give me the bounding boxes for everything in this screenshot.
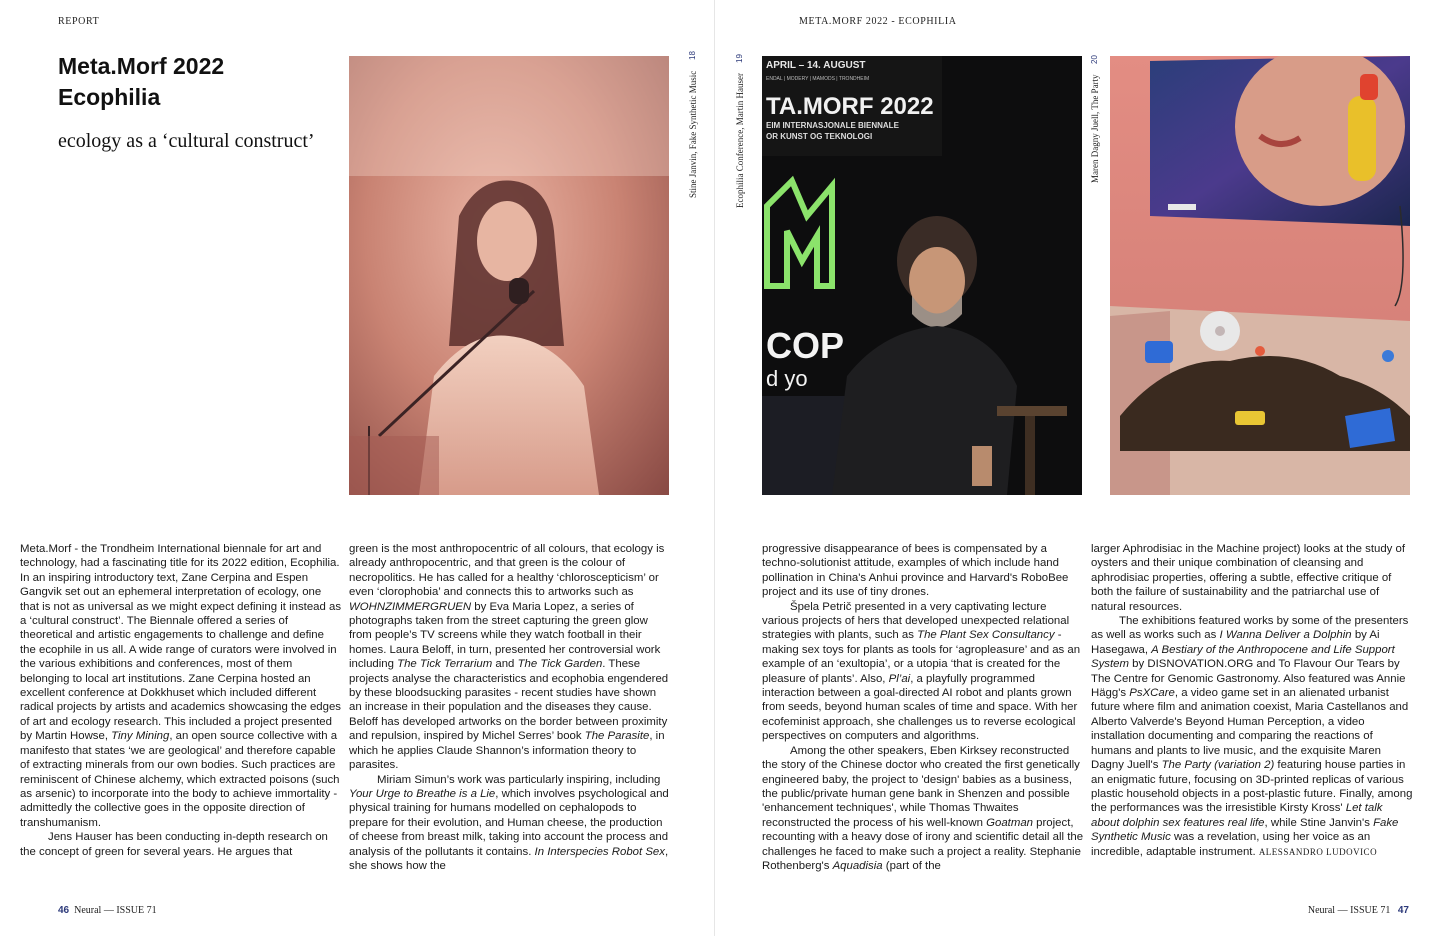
photo-stine-janvin-image (349, 56, 669, 495)
col2-text-h: , she shows how the (349, 845, 669, 872)
page-number-left: 46 (58, 905, 70, 916)
author-signature: ALESSANDRO LUDOVICO (1258, 846, 1378, 857)
col2-italic-wohnzimmergruen: WOHNZIMMERGRUEN (349, 600, 472, 613)
col4-text-a: The exhibitions featured works by some of the presenters as well as works such as (1091, 615, 1409, 642)
caption-20-number: 20 (1090, 55, 1099, 65)
running-header-right: META.MORF 2022 - ECOPHILIA (799, 16, 957, 27)
col3-paragraph-2 (762, 600, 1084, 744)
col3-italic-plant-sex-consultancy: The Plant Sex Consultancy (917, 629, 1055, 642)
screen-text-cop: COP (766, 325, 845, 366)
spread-gutter (714, 0, 715, 936)
footer-left-label: Neural — ISSUE 71 (74, 905, 157, 916)
photo-ecophilia-conference-image (762, 56, 1082, 495)
footer-right-label: Neural — ISSUE 71 (1307, 905, 1391, 916)
article-column-1 (20, 542, 342, 859)
title-line-2: Ecophilia (58, 84, 161, 110)
col4-italic-the-party: The Party (variation 2) (1161, 759, 1275, 772)
footer-left (58, 905, 157, 916)
caption-20-text: Maren Dagny Juell, The Party (1090, 74, 1100, 183)
col3-paragraph-3 (762, 744, 1084, 874)
running-header-left: REPORT (58, 16, 100, 27)
col3-text-b: - making sex toys for plants as tools for ‘agropleasure’ and as an example of an ‘exultopia’, or a utopia ‘that is created for the pleasure of plants’. Also, (762, 629, 1081, 685)
col4-text-c: by DISNOVATION.ORG and To Flavour Our Tears by The Centre for Genomic Gastronomy. Also featured was Annie Hägg's (1091, 658, 1406, 700)
banner-dates: APRIL – 14. AUGUST (766, 60, 866, 71)
caption-19 (735, 53, 745, 208)
col2-text-g: , which involves psychological and physical training for humans modelled on cephalopods to prepare for their evolution, and Human cheese, the production of cheese from breast milk, taking into account the process and analysis of the pollutants it contains. (349, 787, 669, 858)
col4-text-g: was a revelation, using her voice as an incredible, adaptable instrument. (1091, 831, 1371, 858)
photo-the-party-image (1110, 56, 1410, 495)
banner-line-1: EIM INTERNASJONALE BIENNALE (766, 121, 899, 130)
caption-18-number: 18 (688, 51, 697, 61)
footer-right (1308, 905, 1409, 916)
col3-text-e: project, recounting with a heavy dose of irony and scientific detail all the challenges he faced to make such a project a reality. Stephanie Rothenberg's (762, 816, 1084, 872)
col1-text-b: , an open source collective with a manifesto that states ‘we are geological’ and therefore capable of extracting minerals from our own bodies. Such practices are reminiscent of Chinese alchemy, which extracted poisons (such as arsenic) to incorporate into the body to achieve immortality - admittedly the collective goes in the opposite direction of transhumanism. (20, 730, 340, 829)
col2-italic-tick-garden: The Tick Garden (517, 658, 603, 671)
col2-italic-tick-terrarium: The Tick Terrarium (397, 658, 493, 671)
article-subtitle: ecology as a ‘cultural construct’ (58, 130, 315, 152)
col2-italic-interspecies-robot-sex: In Interspecies Robot Sex (534, 845, 665, 858)
col1-paragraph-2: Jens Hauser has been conducting in-depth research on the concept of green for several years. He argues that (20, 831, 328, 858)
col1-text-a: Meta.Morf - the Trondheim International biennale for art and technology, had a fascinating title for its 2022 edition, Ecophilia. In an inspiring introductory text, Zane Cerpina and Espen Gangvik set out an ephemeral interpretation of ecology, one that is not as universal as we might expect defining it instead as a ‘cultural construct’. The Biennale offered a series of theoretical and artistic engagements to challenge and define the ecophile in us all. A wide range of curators were involved in the various exhibitions and conferences, most of them belonging to local art institutions. Zane Cerpina hosted an excellent conference at Dokkhuset which included different radical projects by artists and academics showcasing the edges of art and ecology research. This included a project presented by Martin Howse, (20, 543, 342, 743)
photo-the-party (1110, 56, 1410, 495)
col4-italic-fake-synthetic-music: Fake Synthetic Music (1091, 816, 1399, 844)
col2-paragraph-2 (349, 773, 671, 874)
col2-italic-the-parasite: The Parasite (584, 730, 650, 743)
col2-text-b: by Eva Maria Lopez, a series of photographs taken from the street capturing the green glow from people’s TV screens while they watch football in their homes. Laura Beloff, in turn, presented her controversial work including (349, 600, 661, 671)
col4-text-e: featuring house parties in an enigmatic future, focusing on 3D-printed replicas of various plastic household objects in a post-plastic future. Finally, among the performances was the irresistible Kirsty Kross' (1091, 759, 1413, 815)
col3-italic-aquadisia: Aquadisia (832, 859, 883, 872)
col2-text-d: . These projects analyse the characteristics and ecophobia engendered by these bloodsucking parasites - recent studies have shown an increase in their population and the diseases they cause. Beloff has developed artworks on the border between proximity and repulsion, inspired by Michel Serres’ book (349, 658, 669, 743)
caption-18 (688, 51, 698, 198)
col4-text-f: , while Stine Janvin's (1264, 816, 1370, 829)
page-number-right: 47 (1397, 905, 1409, 916)
col4-italic-dolphin-sex: Let talk about dolphin sex features real life (1091, 802, 1383, 829)
col3-paragraph-1: progressive disappearance of bees is compensated by a techno-solutionist attitude, examples of which include hand pollination in China's Anhui province and Harvard's RoboBee project and its use of tiny drones. (762, 543, 1069, 599)
col4-paragraph-1: larger Aphrodisiac in the Machine project) looks at the study of oysters and their unique combination of cleansing and aphrodisiac properties, offering a subtle, effective critique of both the failure of sustainability and the patriarchal use of natural resources. (1091, 543, 1406, 613)
title-line-1: Meta.Morf 2022 (58, 53, 225, 79)
col4-italic-deliver-dolphin: I Wanna Deliver a Dolphin (1219, 629, 1352, 642)
col4-italic-psxcare: PsXCare (1129, 687, 1175, 700)
caption-18-text: Stine Janvin, Fake Synthetic Music (688, 70, 698, 198)
col3-text-a: Špela Petrič presented in a very captivating lecture various projects of hers that developed unexpected relational strategies with plants, such as (762, 600, 1070, 642)
col1-italic-tiny-mining: Tiny Mining (111, 730, 170, 743)
col2-text-f: Miriam Simun’s work was particularly inspiring, including (377, 773, 661, 786)
col2-italic-urge-to-breathe: Your Urge to Breathe is a Lie (349, 787, 496, 800)
col4-text-d: , a video game set in an alienated urbanist future where film and animation coexist, Maria Castellanos and Alberto Valverde's Beyond Human Perception, a video installation documenting and comparing the reactions of humans and plants to live music, and the exquisite Maren Dagny Juell's (1091, 687, 1409, 772)
col3-italic-plai: Pl’ai (888, 672, 911, 685)
banner-line-2: OR KUNST OG TEKNOLOGI (766, 132, 873, 141)
col3-text-d: Among the other speakers, Eben Kirksey reconstructed the story of the Chinese doctor who created the first genetically engineered baby, the project to 'design' babies as a business, the public/private human gene bank in Shenzen and possible 'enhancement techniques', while Thomas Thwaites reconstructed the process of his well-known (762, 744, 1080, 829)
caption-19-number: 19 (735, 53, 744, 63)
article-column-3 (762, 542, 1084, 873)
article-title (58, 51, 318, 113)
col4-paragraph-2 (1091, 614, 1413, 859)
screen-text-you: d yo (766, 366, 808, 391)
col2-paragraph-1 (349, 542, 671, 773)
banner-venues: ENDAL | MODERY | MAMODS | TRONDHEIM (766, 76, 870, 82)
article-column-2 (349, 542, 671, 873)
photo-ecophilia-conference (762, 56, 1082, 495)
col4-text-b: by Ai Hasegawa, (1091, 629, 1380, 656)
article-column-4 (1091, 542, 1413, 859)
col3-text-c: , a playfully programmed interaction between a goal-directed AI robot and plants grown from seeds, beyond human scales of time and space. With her ecofeminist approach, she challenges us to reverse ecological perspectives on computers and algorithms. (762, 672, 1078, 743)
col2-text-c: and (495, 658, 515, 671)
caption-19-text: Ecophilia Conference, Martin Hauser (735, 73, 745, 208)
col1-paragraph-1 (20, 542, 342, 830)
col2-text-e: , in which he applies Claude Shannon’s information theory to parasites. (349, 730, 665, 772)
banner-title: TA.MORF 2022 (766, 93, 934, 120)
col2-text-a: green is the most anthropocentric of all colours, that ecology is already anthropocentric, and that green is the colour of necropolitics. He has called for a healthy ‘chloroscepticism’ or even ‘clorophobia’ and connects this to artworks such as (349, 543, 665, 599)
caption-20 (1090, 55, 1100, 183)
col4-italic-bestiary: A Bestiary of the Anthropocene and Life Support System (1091, 643, 1395, 671)
photo-stine-janvin (349, 56, 669, 495)
col3-italic-goatman: Goatman (986, 816, 1033, 829)
col3-text-f: (part of the (885, 859, 941, 872)
